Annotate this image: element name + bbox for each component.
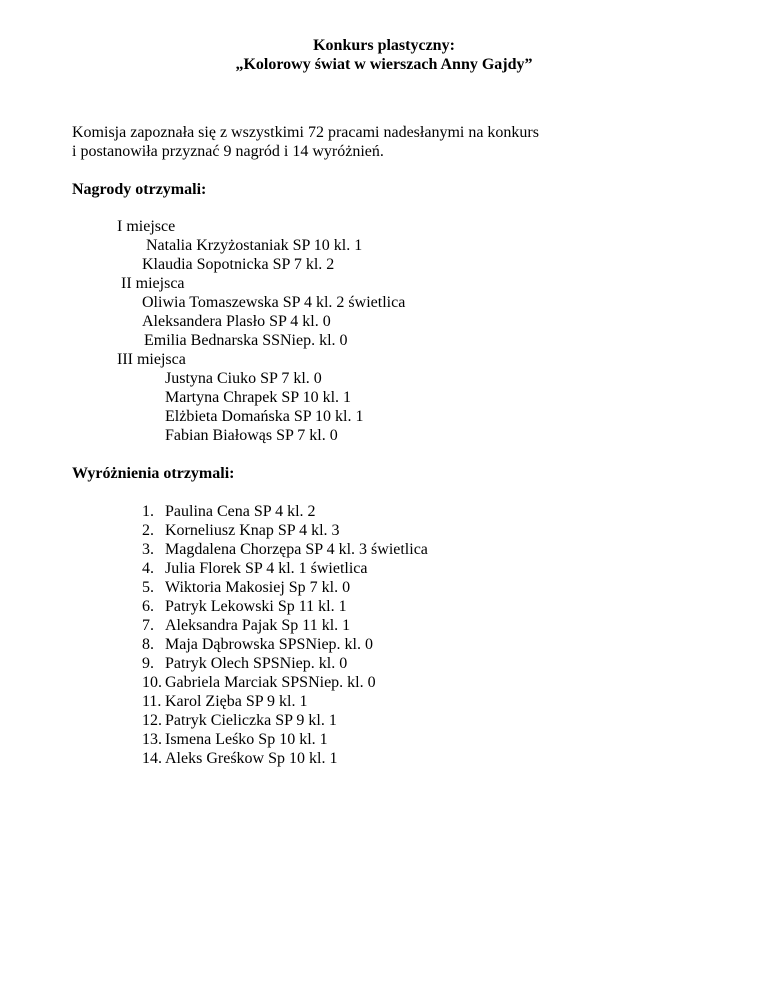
list-item-number: 11. [142,693,162,710]
list-item: Magdalena Chorzępa SP 4 kl. 3 świetlica [165,541,428,558]
place-3-winner: Elżbieta Domańska SP 10 kl. 1 [165,408,364,425]
place-1-winner: Natalia Krzyżostaniak SP 10 kl. 1 [146,237,363,254]
place-2-winner: Oliwia Tomaszewska SP 4 kl. 2 świetlica [142,294,406,311]
place-1-winner: Klaudia Sopotnicka SP 7 kl. 2 [142,256,335,273]
list-item-number: 6. [142,598,154,615]
list-item: Patryk Lekowski Sp 11 kl. 1 [165,598,347,615]
list-item: Gabriela Marciak SPSNiep. kl. 0 [165,674,376,691]
list-item: Patryk Cieliczka SP 9 kl. 1 [165,712,337,729]
list-item-number: 3. [142,541,154,558]
list-item: Aleks Greśkow Sp 10 kl. 1 [165,750,338,767]
list-item-number: 4. [142,560,154,577]
list-item-number: 5. [142,579,154,596]
awards-heading: Nagrody otrzymali: [72,181,207,198]
list-item-number: 9. [142,655,154,672]
intro-line-2: i postanowiła przyznać 9 nagród i 14 wyróżnień. [72,143,384,160]
place-3-winner: Martyna Chrapek SP 10 kl. 1 [165,389,352,406]
list-item: Ismena Leśko Sp 10 kl. 1 [165,731,328,748]
list-item-number: 7. [142,617,154,634]
place-2-winner: Emilia Bednarska SSNiep. kl. 0 [144,332,348,349]
list-item: Patryk Olech SPSNiep. kl. 0 [165,655,348,672]
intro-line-1: Komisja zapoznała się z wszystkimi 72 pracami nadesłanymi na konkurs [72,124,539,141]
place-3-winner: Justyna Ciuko SP 7 kl. 0 [165,370,322,387]
list-item-number: 10. [142,674,162,691]
place-1-label: I miejsce [117,218,176,235]
list-item: Paulina Cena SP 4 kl. 2 [165,503,316,520]
place-3-label: III miejsca [117,351,186,368]
list-item-number: 2. [142,522,154,539]
place-2-label: II miejsca [121,275,185,292]
list-item: Korneliusz Knap SP 4 kl. 3 [165,522,340,539]
list-item-number: 1. [142,503,154,520]
list-item-number: 13. [142,731,162,748]
place-3-winner: Fabian Białowąs SP 7 kl. 0 [165,427,338,444]
list-item: Julia Florek SP 4 kl. 1 świetlica [165,560,368,577]
list-item: Karol Zięba SP 9 kl. 1 [165,693,308,710]
list-item: Aleksandra Pajak Sp 11 kl. 1 [165,617,351,634]
list-item: Wiktoria Makosiej Sp 7 kl. 0 [165,579,351,596]
list-item-number: 14. [142,750,162,767]
document-subtitle: „Kolorowy świat w wierszach Anny Gajdy” [235,56,533,73]
distinctions-heading: Wyróżnienia otrzymali: [72,465,235,482]
document-title: Konkurs plastyczny: [313,37,455,54]
list-item-number: 12. [142,712,162,729]
list-item: Maja Dąbrowska SPSNiep. kl. 0 [165,636,373,653]
list-item-number: 8. [142,636,154,653]
place-2-winner: Aleksandera Plasło SP 4 kl. 0 [142,313,331,330]
